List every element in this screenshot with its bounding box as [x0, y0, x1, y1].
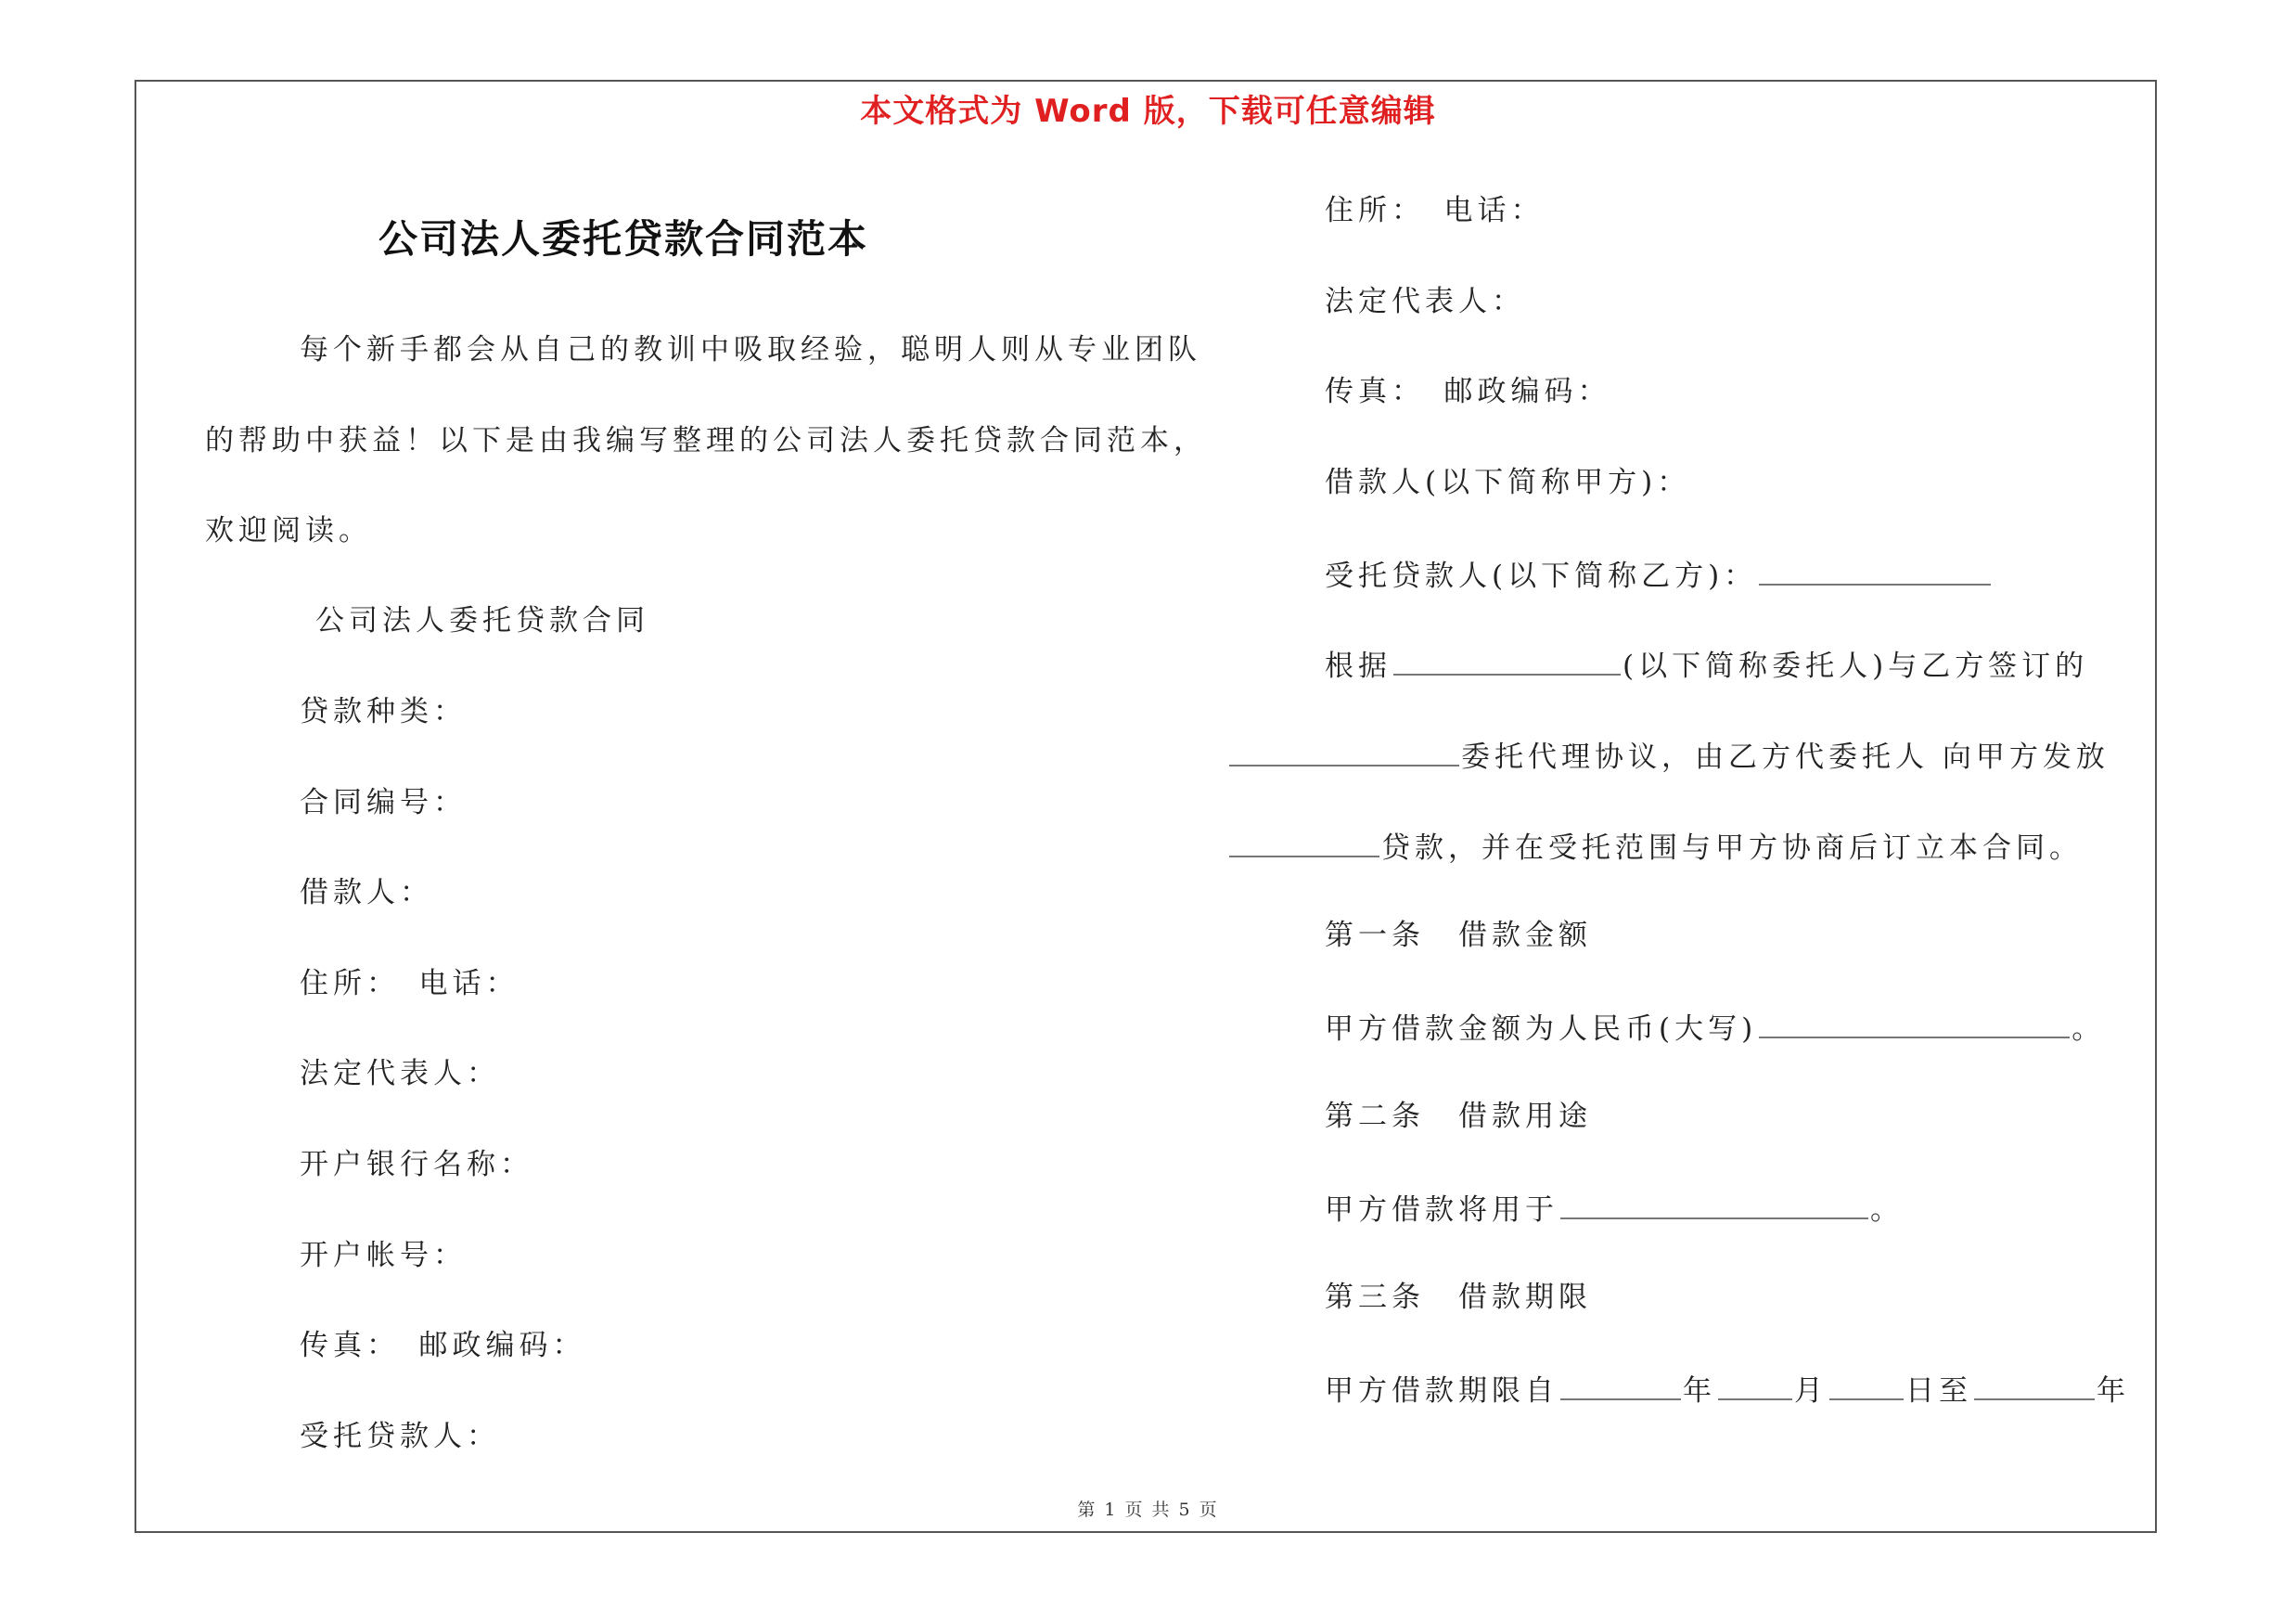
article-1-end: 。	[2072, 1012, 2106, 1046]
article-2-line	[1325, 1193, 1904, 1225]
address-phone-label: 住所： 电话：	[300, 967, 519, 1000]
fax-post-label: 传真： 邮政编码：	[300, 1329, 586, 1362]
party-a-label: 借款人(以下简称甲方)：	[1325, 466, 1691, 499]
intro-line-3: 欢迎阅读。	[205, 514, 372, 547]
loan-line	[1227, 831, 2083, 863]
article-3-text: 甲方借款期限自	[1325, 1374, 1558, 1408]
legal-rep-label: 法定代表人：	[300, 1057, 500, 1090]
contract-title: 公司法人委托贷款合同	[315, 604, 649, 638]
principal-blank	[1393, 650, 1621, 676]
page-number: 第 1 页 共 5 页	[1077, 1500, 1219, 1520]
amount-blank	[1759, 1012, 2070, 1038]
article-2-title: 第二条 借款用途	[1325, 1100, 1592, 1133]
purpose-blank	[1560, 1193, 1868, 1219]
article-2-text: 甲方借款将用于	[1325, 1193, 1558, 1227]
start-month-blank	[1718, 1374, 1792, 1400]
account-number-label: 开户帐号：	[300, 1239, 467, 1272]
document-title: 公司法人委托贷款合同范本	[378, 216, 869, 262]
right-address-phone-label: 住所： 电话：	[1325, 194, 1545, 227]
party-b-blank	[1759, 560, 1991, 586]
agreement-text: 委托代理协议，由乙方代委托人 向甲方发放	[1461, 741, 2110, 774]
right-fax-post-label: 传真： 邮政编码：	[1325, 375, 1611, 408]
article-1-text: 甲方借款金额为人民币(大写)	[1325, 1012, 1758, 1046]
article-1-line	[1325, 1012, 2105, 1044]
start-day-blank	[1829, 1374, 1904, 1400]
start-year-blank	[1560, 1374, 1681, 1400]
article-3-title: 第三条 借款期限	[1325, 1281, 1592, 1314]
intro-line-1: 每个新手都会从自己的教训中吸取经验，聪明人则从专业团队	[300, 333, 1201, 367]
basis-label: 根据	[1325, 650, 1392, 683]
bank-name-label: 开户银行名称：	[300, 1148, 533, 1181]
article-1-title: 第一条 借款金额	[1325, 919, 1592, 952]
article-2-end: 。	[1870, 1193, 1904, 1227]
year-label-1: 年	[1683, 1374, 1716, 1408]
loan-text: 贷款，并在受托范围与甲方协商后订立本合同。	[1381, 831, 2083, 865]
day-to-label: 日至	[1905, 1374, 1972, 1408]
agreement-blank	[1229, 741, 1459, 766]
trustee-label: 受托贷款人：	[300, 1420, 500, 1453]
basis-line	[1325, 650, 2088, 681]
contract-number-label: 合同编号：	[300, 786, 467, 819]
month-label-1: 月	[1794, 1374, 1828, 1408]
intro-line-2: 的帮助中获益！以下是由我编写整理的公司法人委托贷款合同范本，	[205, 424, 1207, 457]
format-banner: 本文格式为 Word 版，下载可任意编辑	[860, 93, 1436, 130]
right-legal-rep-label: 法定代表人：	[1325, 285, 1525, 318]
party-b-label: 受托贷款人(以下简称乙方)：	[1325, 560, 1758, 593]
article-3-line	[1325, 1374, 2130, 1406]
year-label-2: 年	[2097, 1374, 2130, 1408]
end-year-blank	[1974, 1374, 2095, 1400]
party-b-line	[1325, 560, 1993, 591]
agreement-line	[1227, 741, 2110, 772]
loan-kind-blank	[1229, 831, 1379, 857]
basis-text: (以下简称委托人)与乙方签订的	[1623, 650, 2089, 683]
loan-type-label: 贷款种类：	[300, 695, 467, 728]
borrower-label: 借款人：	[300, 876, 433, 909]
